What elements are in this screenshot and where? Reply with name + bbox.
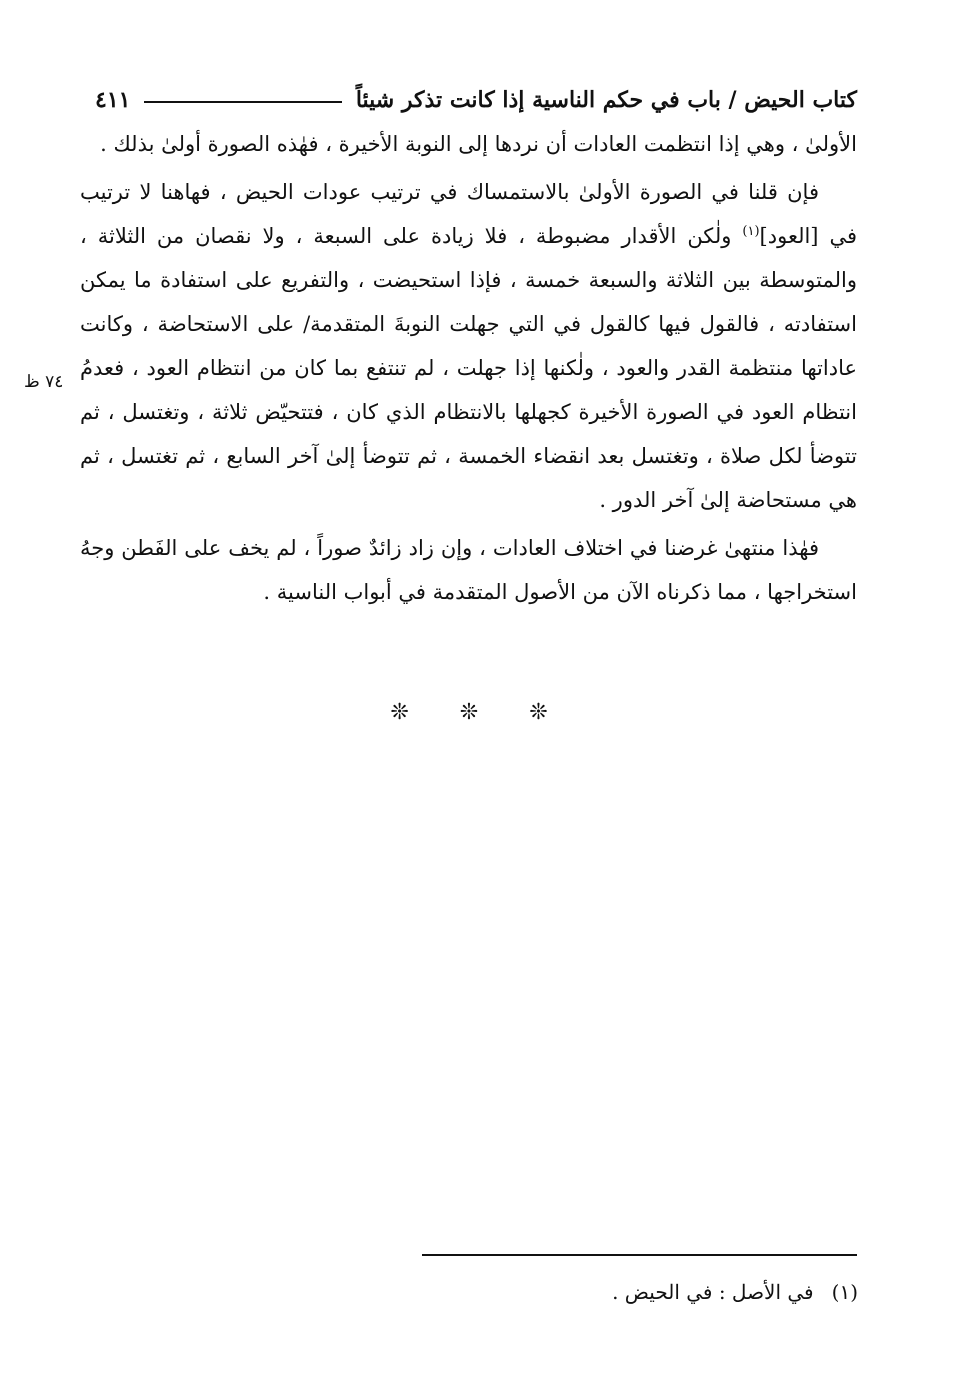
paragraph-2-part-1: فإن قلنا في الصورة الأولىٰ بالاستمساك في ترتيب عودات الحيض ، فهاهنا لا ترتيب في [العود] [80,180,857,248]
footnote-rule [422,1254,857,1256]
footnote-text: في الأصل : في الحيض . [612,1280,814,1304]
paragraph-3: فهٰذا منتهىٰ غرضنا في اختلاف العادات ، وإن زاد زائدٌ صوراً ، لم يخف على الفَطن وجهُ استخراجها ، مما ذكرناه الآن من الأصول المتقدمة في أبواب الناسية . [80,536,857,604]
header-rule [144,101,341,103]
page-header [95,80,857,120]
paragraph-2-part-2: ولٰكن الأقدار مضبوطة ، فلا زيادة على السبعة ، ولا نقصان من الثلاثة ، والمتوسطة بين الثلاثة والسبعة خمسة ، فإذا استحيضت ، والتفريع على استفادة ما يمكن استفادته ، فالقول فيها كالقول في التي جهلت النوبةَ المتقدمة/ على الاستحاضة ، وكانت عاداتها منتظمة القدر والعود ، ولٰكنها إذا جهلت ، لم تنتفع بما كان من انتظام العود ، فعدمُ انتظام العود في الصورة الأخيرة كجهلها بالانتظام الذي كان ، فتتحيّض ثلاثة ، وتغتسل ، ثم تتوضأ لكل صلاة ، وتغتسل بعد انقضاء الخمسة ، ثم تتوضأ إلىٰ آخر السابع ، ثم تغتسل ، ثم هي مستحاضة إلىٰ آخر الدور . [80,224,857,512]
footnote-number: (١) [831,1280,858,1304]
footnote-reference: (١) [742,224,760,239]
page-number: ٤١١ [95,87,131,113]
running-title: كتاب الحيض / باب في حكم الناسية إذا كانت تذكر شيئاً [355,87,857,113]
paragraph-1: الأولىٰ ، وهي إذا انتظمت العادات أن نردها إلى النوبة الأخيرة ، فهٰذه الصورة أولىٰ بذلك . [100,132,857,156]
body-text [80,122,857,618]
paragraph-2 [80,170,857,522]
section-end-ornament: ❊ ❊ ❊ [390,700,570,725]
footnote [612,1280,858,1304]
manuscript-folio-note: ٧٤ ظ [24,372,64,392]
